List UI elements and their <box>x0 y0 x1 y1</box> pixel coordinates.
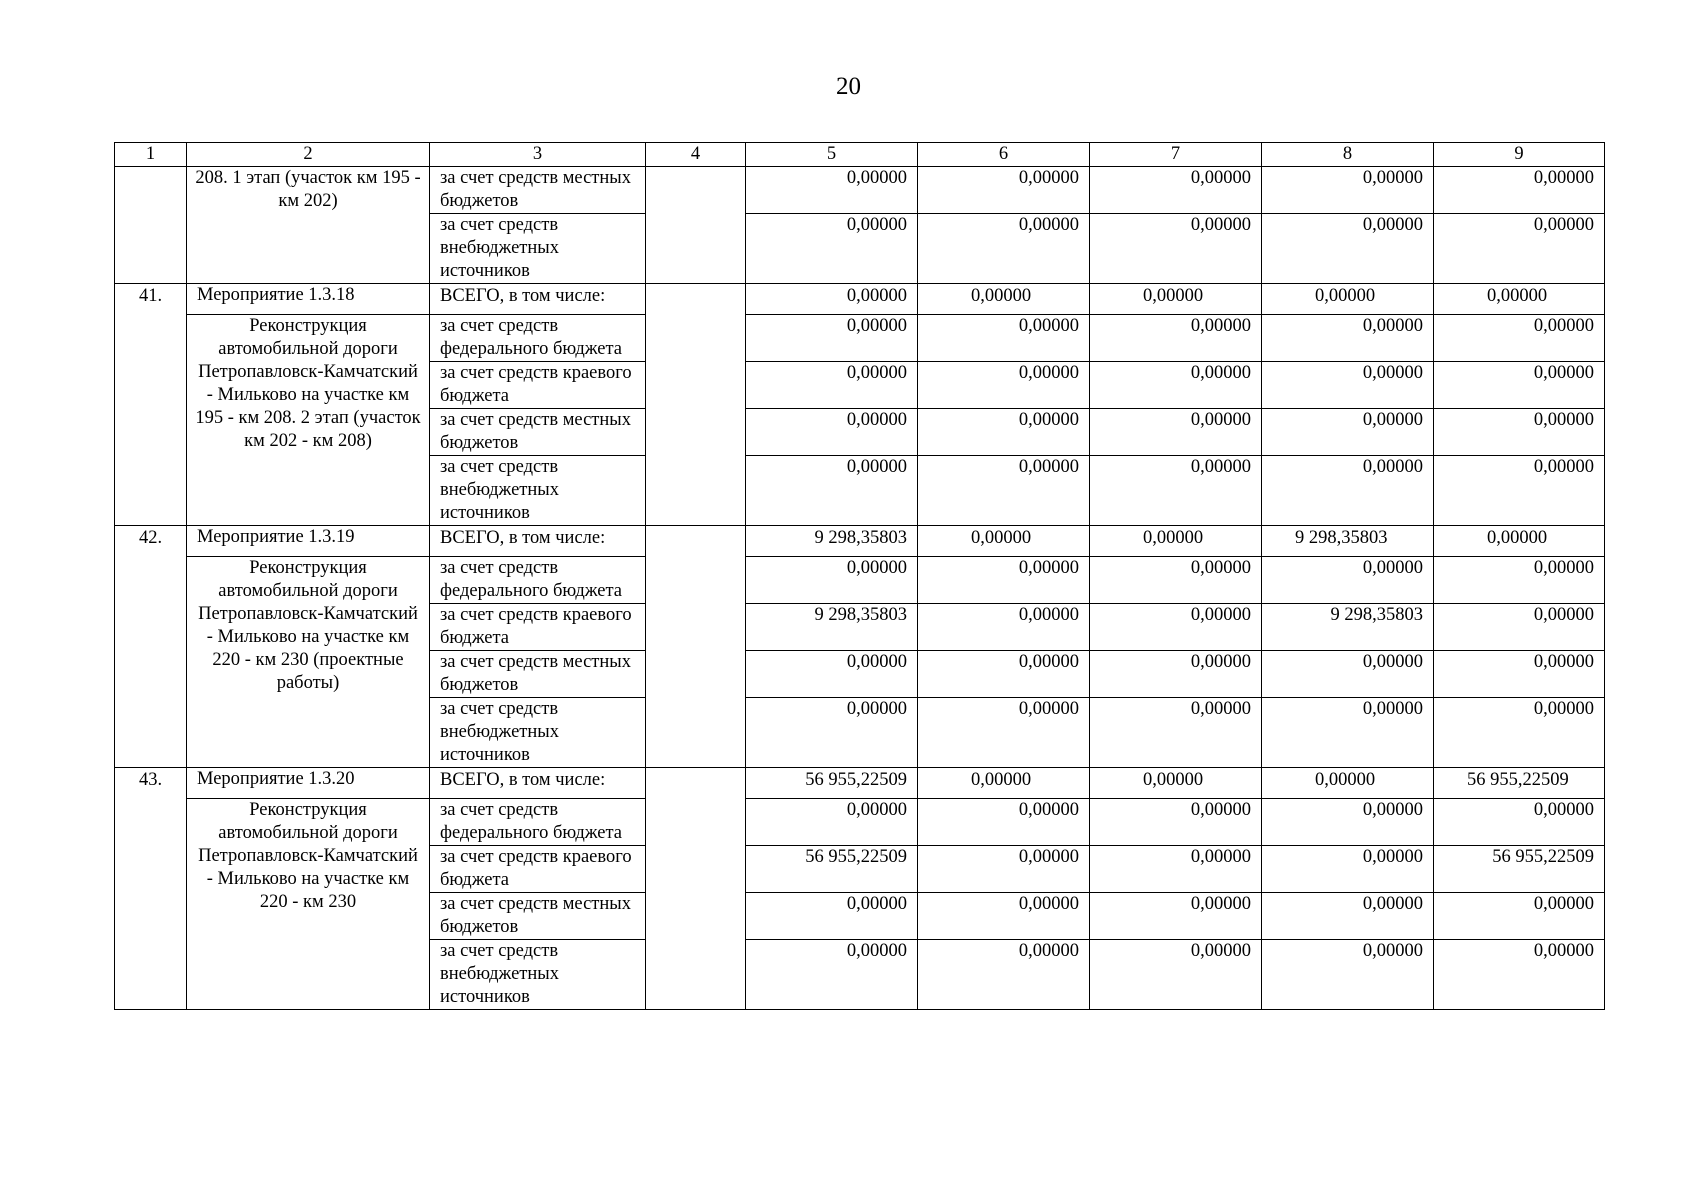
column-number: 6 <box>918 143 1090 167</box>
row-number: 43. <box>115 768 187 1010</box>
table-row <box>115 557 1605 604</box>
amount-cell-col-5: 0,00000 <box>746 167 918 214</box>
amount-cell-col-9: 56 955,22509 <box>1434 846 1605 893</box>
amount-cell-col-6: 0,00000 <box>918 846 1090 893</box>
total-amount-col-7: 0,00000 <box>1090 284 1262 315</box>
amount-cell-col-8: 0,00000 <box>1262 893 1434 940</box>
amount-cell-col-5: 0,00000 <box>746 893 918 940</box>
table-row <box>115 167 1605 214</box>
amount-cell-col-9: 0,00000 <box>1434 315 1605 362</box>
funding-source: за счет средств федерального бюджета <box>430 799 646 846</box>
row-number: 42. <box>115 526 187 768</box>
funding-source: за счет средств внебюджетных источников <box>430 698 646 768</box>
amount-cell-col-5: 0,00000 <box>746 557 918 604</box>
amount-cell-col-8: 0,00000 <box>1262 167 1434 214</box>
table-row <box>115 768 1605 799</box>
amount-cell-col-8: 0,00000 <box>1262 698 1434 768</box>
page-number: 20 <box>836 73 861 100</box>
amount-cell-col-9: 0,00000 <box>1434 893 1605 940</box>
measure-description: Реконструкция автомобильной дороги Петропавловск-Камчатский - Мильково на участке км 220 - км 230 <box>187 799 430 1010</box>
amount-cell-col-8: 0,00000 <box>1262 362 1434 409</box>
total-label: ВСЕГО, в том числе: <box>430 768 646 799</box>
amount-cell-col-6: 0,00000 <box>918 409 1090 456</box>
total-label: ВСЕГО, в том числе: <box>430 526 646 557</box>
funding-source: за счет средств федерального бюджета <box>430 315 646 362</box>
column-number: 4 <box>646 143 746 167</box>
amount-cell-col-6: 0,00000 <box>918 604 1090 651</box>
total-label: ВСЕГО, в том числе: <box>430 284 646 315</box>
amount-cell-col-6: 0,00000 <box>918 651 1090 698</box>
funding-source: за счет средств внебюджетных источников <box>430 456 646 526</box>
column-number: 3 <box>430 143 646 167</box>
amount-cell-col-5: 9 298,35803 <box>746 604 918 651</box>
column-4-cell <box>646 768 746 1010</box>
funding-source: за счет средств местных бюджетов <box>430 167 646 214</box>
table-row <box>115 315 1605 362</box>
funding-source: за счет средств краевого бюджета <box>430 604 646 651</box>
column-number: 2 <box>187 143 430 167</box>
total-amount-col-6: 0,00000 <box>918 284 1090 315</box>
funding-source: за счет средств местных бюджетов <box>430 409 646 456</box>
amount-cell-col-7: 0,00000 <box>1090 362 1262 409</box>
column-number: 1 <box>115 143 187 167</box>
amount-cell-col-9: 0,00000 <box>1434 698 1605 768</box>
amount-cell-col-6: 0,00000 <box>918 799 1090 846</box>
amount-cell-col-6: 0,00000 <box>918 698 1090 768</box>
amount-cell-col-5: 0,00000 <box>746 799 918 846</box>
total-amount-col-5: 0,00000 <box>746 284 918 315</box>
amount-cell-col-8: 0,00000 <box>1262 799 1434 846</box>
column-4-cell <box>646 284 746 526</box>
amount-cell-col-9: 0,00000 <box>1434 214 1605 284</box>
amount-cell-col-6: 0,00000 <box>918 456 1090 526</box>
column-number: 7 <box>1090 143 1262 167</box>
amount-cell-col-5: 0,00000 <box>746 940 918 1010</box>
amount-cell-col-8: 0,00000 <box>1262 315 1434 362</box>
amount-cell-col-5: 0,00000 <box>746 456 918 526</box>
total-amount-col-8: 9 298,35803 <box>1262 526 1434 557</box>
column-4-cell <box>646 167 746 284</box>
measure-title: Мероприятие 1.3.18 <box>187 284 430 315</box>
total-amount-col-7: 0,00000 <box>1090 768 1262 799</box>
table-row <box>115 526 1605 557</box>
column-number: 8 <box>1262 143 1434 167</box>
row-number: 41. <box>115 284 187 526</box>
amount-cell-col-6: 0,00000 <box>918 893 1090 940</box>
amount-cell-col-5: 0,00000 <box>746 698 918 768</box>
amount-cell-col-9: 0,00000 <box>1434 557 1605 604</box>
amount-cell-col-9: 0,00000 <box>1434 456 1605 526</box>
funding-source: за счет средств внебюджетных источников <box>430 214 646 284</box>
measure-description: Реконструкция автомобильной дороги Петропавловск-Камчатский - Мильково на участке км 220 - км 230 (проектные работы) <box>187 557 430 768</box>
table-row <box>115 799 1605 846</box>
amount-cell-col-5: 56 955,22509 <box>746 846 918 893</box>
amount-cell-col-6: 0,00000 <box>918 940 1090 1010</box>
total-amount-col-5: 9 298,35803 <box>746 526 918 557</box>
column-number-row <box>115 143 1605 167</box>
total-amount-col-9: 0,00000 <box>1434 526 1605 557</box>
amount-cell-col-7: 0,00000 <box>1090 409 1262 456</box>
amount-cell-col-7: 0,00000 <box>1090 456 1262 526</box>
amount-cell-col-7: 0,00000 <box>1090 604 1262 651</box>
amount-cell-col-7: 0,00000 <box>1090 315 1262 362</box>
amount-cell-col-9: 0,00000 <box>1434 940 1605 1010</box>
amount-cell-col-7: 0,00000 <box>1090 893 1262 940</box>
budget-table <box>114 142 1605 1010</box>
amount-cell-col-9: 0,00000 <box>1434 604 1605 651</box>
amount-cell-col-5: 0,00000 <box>746 214 918 284</box>
funding-source: за счет средств внебюджетных источников <box>430 940 646 1010</box>
amount-cell-col-7: 0,00000 <box>1090 167 1262 214</box>
total-amount-col-6: 0,00000 <box>918 526 1090 557</box>
amount-cell-col-7: 0,00000 <box>1090 698 1262 768</box>
amount-cell-col-6: 0,00000 <box>918 315 1090 362</box>
amount-cell-col-8: 0,00000 <box>1262 651 1434 698</box>
total-amount-col-8: 0,00000 <box>1262 284 1434 315</box>
amount-cell-col-6: 0,00000 <box>918 557 1090 604</box>
amount-cell-col-7: 0,00000 <box>1090 557 1262 604</box>
total-amount-col-9: 0,00000 <box>1434 284 1605 315</box>
column-4-cell <box>646 526 746 768</box>
funding-source: за счет средств местных бюджетов <box>430 651 646 698</box>
amount-cell-col-5: 0,00000 <box>746 409 918 456</box>
amount-cell-col-7: 0,00000 <box>1090 940 1262 1010</box>
total-amount-col-8: 0,00000 <box>1262 768 1434 799</box>
amount-cell-col-6: 0,00000 <box>918 167 1090 214</box>
amount-cell-col-9: 0,00000 <box>1434 799 1605 846</box>
amount-cell-col-8: 0,00000 <box>1262 409 1434 456</box>
total-amount-col-5: 56 955,22509 <box>746 768 918 799</box>
measure-description: Реконструкция автомобильной дороги Петропавловск-Камчатский - Мильково на участке км 195 - км 208. 2 этап (участок км 202 - км 208) <box>187 315 430 526</box>
column-number: 5 <box>746 143 918 167</box>
amount-cell-col-8: 0,00000 <box>1262 557 1434 604</box>
amount-cell-col-9: 0,00000 <box>1434 409 1605 456</box>
total-amount-col-9: 56 955,22509 <box>1434 768 1605 799</box>
amount-cell-col-8: 0,00000 <box>1262 456 1434 526</box>
amount-cell-col-6: 0,00000 <box>918 214 1090 284</box>
amount-cell-col-8: 0,00000 <box>1262 940 1434 1010</box>
amount-cell-col-9: 0,00000 <box>1434 167 1605 214</box>
measure-title: Мероприятие 1.3.20 <box>187 768 430 799</box>
amount-cell-col-6: 0,00000 <box>918 362 1090 409</box>
table-body <box>115 143 1605 1010</box>
funding-source: за счет средств федерального бюджета <box>430 557 646 604</box>
amount-cell-col-8: 9 298,35803 <box>1262 604 1434 651</box>
amount-cell-col-5: 0,00000 <box>746 651 918 698</box>
amount-cell-col-8: 0,00000 <box>1262 846 1434 893</box>
amount-cell-col-7: 0,00000 <box>1090 846 1262 893</box>
total-amount-col-6: 0,00000 <box>918 768 1090 799</box>
funding-source: за счет средств краевого бюджета <box>430 362 646 409</box>
measure-description: 208. 1 этап (участок км 195 - км 202) <box>187 167 430 284</box>
funding-source: за счет средств краевого бюджета <box>430 846 646 893</box>
amount-cell-col-7: 0,00000 <box>1090 799 1262 846</box>
amount-cell-col-5: 0,00000 <box>746 362 918 409</box>
measure-title: Мероприятие 1.3.19 <box>187 526 430 557</box>
amount-cell-col-8: 0,00000 <box>1262 214 1434 284</box>
amount-cell-col-7: 0,00000 <box>1090 651 1262 698</box>
amount-cell-col-5: 0,00000 <box>746 315 918 362</box>
amount-cell-col-9: 0,00000 <box>1434 651 1605 698</box>
row-number-cell <box>115 167 187 284</box>
column-number: 9 <box>1434 143 1605 167</box>
funding-source: за счет средств местных бюджетов <box>430 893 646 940</box>
amount-cell-col-7: 0,00000 <box>1090 214 1262 284</box>
total-amount-col-7: 0,00000 <box>1090 526 1262 557</box>
amount-cell-col-9: 0,00000 <box>1434 362 1605 409</box>
table-row <box>115 284 1605 315</box>
